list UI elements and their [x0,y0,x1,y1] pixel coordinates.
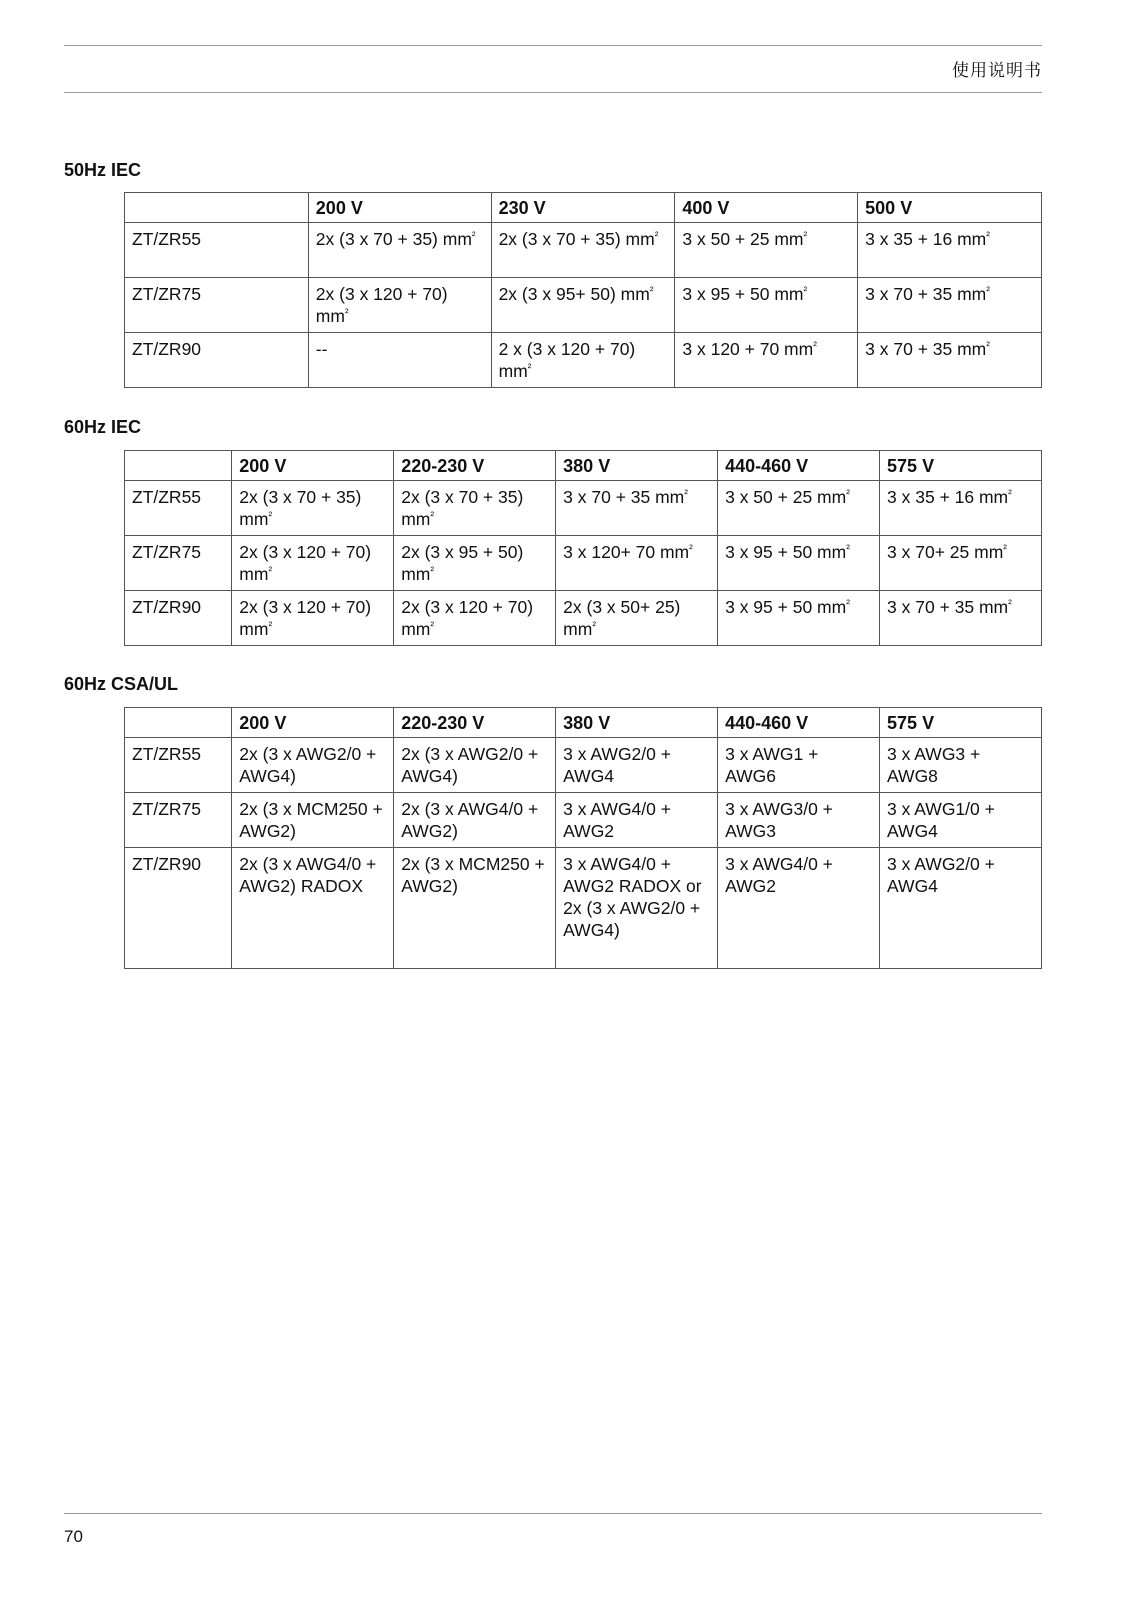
table-header-row [125,708,1042,738]
superscript-two: ² [592,620,596,632]
table-cell: 2x (3 x 95+ 50) $mm^{^2}$ [491,278,675,333]
section-heading-50hz-iec: 50Hz IEC [64,160,142,180]
table-cell: 3 x 95 + 50 $mm^{^2}$ [718,536,880,591]
cable-table-60hz-csa-ul [124,707,1042,969]
header-cell [125,451,232,481]
superscript-two: ² [471,230,476,242]
table-cell: 2x (3 x 70 + 35) $mm^{^2}$ [308,223,491,278]
table-cell: 2x (3 x 70 + 35) $mm^{^2}$ [232,481,394,536]
table-cell: 3 x 120+ 70 $mm^{^2}$ [556,536,718,591]
superscript-two: ² [1003,543,1007,555]
table-cell: -- [308,333,491,388]
table-cell: 3 x 50 + 25 $mm^{^2}$ [675,223,858,278]
section-heading-60hz-iec: 60Hz IEC [64,417,142,437]
cable-table-60hz-iec [124,450,1042,646]
table-cell: 2x (3 x MCM250 + AWG2) [394,848,556,969]
superscript-two: ² [430,620,435,632]
page-number: 70 [64,1527,83,1546]
table-cell: 3 x AWG3 + AWG8 [880,738,1042,793]
superscript-two: ² [986,285,990,297]
model-cell: ZT/ZR75 [125,793,232,848]
model-cell: ZT/ZR55 [125,481,232,536]
table-cell: 3 x 95 + 50 $mm^{^2}$ [718,591,880,646]
table-cell: 2x (3 x 50+ 25) $mm^{^2}$ [556,591,718,646]
table-row [125,278,1042,333]
table-cell: 3 x 35 + 16 $mm^{^2}$ [858,223,1042,278]
superscript-two: ² [344,307,349,319]
model-cell: ZT/ZR90 [125,848,232,969]
superscript-two: ² [430,565,435,577]
table-row [125,738,1042,793]
header-cell: 220-230 V [394,708,556,738]
table-cell: 3 x AWG4/0 + AWG2 [556,793,718,848]
superscript-two: ² [1008,598,1012,610]
table-cell: 3 x AWG4/0 + AWG2 RADOX or 2x (3 x AWG2/0 + AWG4) [556,848,718,969]
table-cell: 3 x 70+ 25 $mm^{^2}$ [880,536,1042,591]
header-cell: 200 V [308,193,491,223]
table-cell: 2x (3 x MCM250 + AWG2) [232,793,394,848]
header-cell [125,193,309,223]
superscript-two: ² [689,543,693,555]
header-rule-top [64,45,1042,46]
superscript-two: ² [803,285,808,297]
superscript-two: ² [649,285,654,297]
model-cell: ZT/ZR75 [125,278,309,333]
footer-rule [64,1513,1042,1514]
header-cell: 500 V [858,193,1042,223]
table-row [125,536,1042,591]
table-cell: 3 x 120 + 70 $mm^{^2}$ [675,333,858,388]
superscript-two: ² [268,565,273,577]
table-cell: 2x (3 x 70 + 35) $mm^{^2}$ [491,223,675,278]
header-cell: 440-460 V [718,708,880,738]
model-cell: ZT/ZR55 [125,223,309,278]
table-cell: 3 x AWG1/0 + AWG4 [880,793,1042,848]
header-cell: 230 V [491,193,675,223]
table-cell: 2x (3 x 120 + 70) $mm^{^2}$ [232,591,394,646]
model-cell: ZT/ZR90 [125,333,309,388]
cable-table-50hz-iec [124,192,1042,388]
table-row [125,223,1042,278]
model-cell: ZT/ZR75 [125,536,232,591]
superscript-two: ² [846,598,850,610]
table-cell: 3 x 70 + 35 $mm^{^2}$ [556,481,718,536]
superscript-two: ² [527,362,532,374]
superscript-two: ² [268,510,273,522]
table-row [125,591,1042,646]
superscript-two: ² [803,230,808,242]
table-cell: 3 x 70 + 35 $mm^{^2}$ [858,278,1042,333]
header-cell: 380 V [556,451,718,481]
table-header-row [125,451,1042,481]
table-cell: 2x (3 x 70 + 35) $mm^{^2}$ [394,481,556,536]
superscript-two: ² [813,340,817,352]
table-cell: 3 x 70 + 35 $mm^{^2}$ [880,591,1042,646]
table-row [125,793,1042,848]
table-cell: 2x (3 x AWG2/0 + AWG4) [394,738,556,793]
superscript-two: ² [1008,488,1012,500]
superscript-two: ² [430,510,435,522]
section-heading-60hz-csa-ul: 60Hz CSA/UL [64,674,179,694]
table-header-row [125,193,1042,223]
table-cell: 3 x AWG2/0 + AWG4 [880,848,1042,969]
superscript-two: ² [986,230,990,242]
header-cell: 440-460 V [718,451,880,481]
superscript-two: ² [684,488,688,500]
model-cell: ZT/ZR90 [125,591,232,646]
table-row [125,848,1042,969]
header-cell: 400 V [675,193,858,223]
superscript-two: ² [846,488,850,500]
table-cell: 2x (3 x 120 + 70) $mm^{^2}$ [308,278,491,333]
table-cell: 3 x AWG3/0 + AWG3 [718,793,880,848]
table-cell: 2x (3 x 95 + 50) $mm^{^2}$ [394,536,556,591]
table-cell: 2x (3 x AWG4/0 + AWG2) RADOX [232,848,394,969]
header-cell [125,708,232,738]
table-cell: 3 x 35 + 16 $mm^{^2}$ [880,481,1042,536]
header-cell: 575 V [880,451,1042,481]
table-cell: 3 x 70 + 35 $mm^{^2}$ [858,333,1042,388]
table-cell: 2x (3 x 120 + 70) $mm^{^2}$ [394,591,556,646]
header-cell: 200 V [232,451,394,481]
table-cell: 3 x AWG1 + AWG6 [718,738,880,793]
table-row [125,333,1042,388]
table-cell: 3 x AWG4/0 + AWG2 [718,848,880,969]
table-row [125,481,1042,536]
header-rule-bottom [64,92,1042,93]
header-cell: 380 V [556,708,718,738]
header-cell: 220-230 V [394,451,556,481]
table-cell: 3 x AWG2/0 + AWG4 [556,738,718,793]
table-cell: 2x (3 x AWG2/0 + AWG4) [232,738,394,793]
superscript-two: ² [654,230,659,242]
table-cell: 2 x (3 x 120 + 70) $mm^{^2}$ [491,333,675,388]
model-cell: ZT/ZR55 [125,738,232,793]
superscript-two: ² [268,620,273,632]
superscript-two: ² [986,340,990,352]
table-cell: 2x (3 x AWG4/0 + AWG2) [394,793,556,848]
header-cell: 200 V [232,708,394,738]
table-cell: 2x (3 x 120 + 70) $mm^{^2}$ [232,536,394,591]
document-title: 使用说明书 [952,61,1042,80]
table-cell: 3 x 95 + 50 $mm^{^2}$ [675,278,858,333]
table-cell: 3 x 50 + 25 $mm^{^2}$ [718,481,880,536]
header-cell: 575 V [880,708,1042,738]
superscript-two: ² [846,543,850,555]
